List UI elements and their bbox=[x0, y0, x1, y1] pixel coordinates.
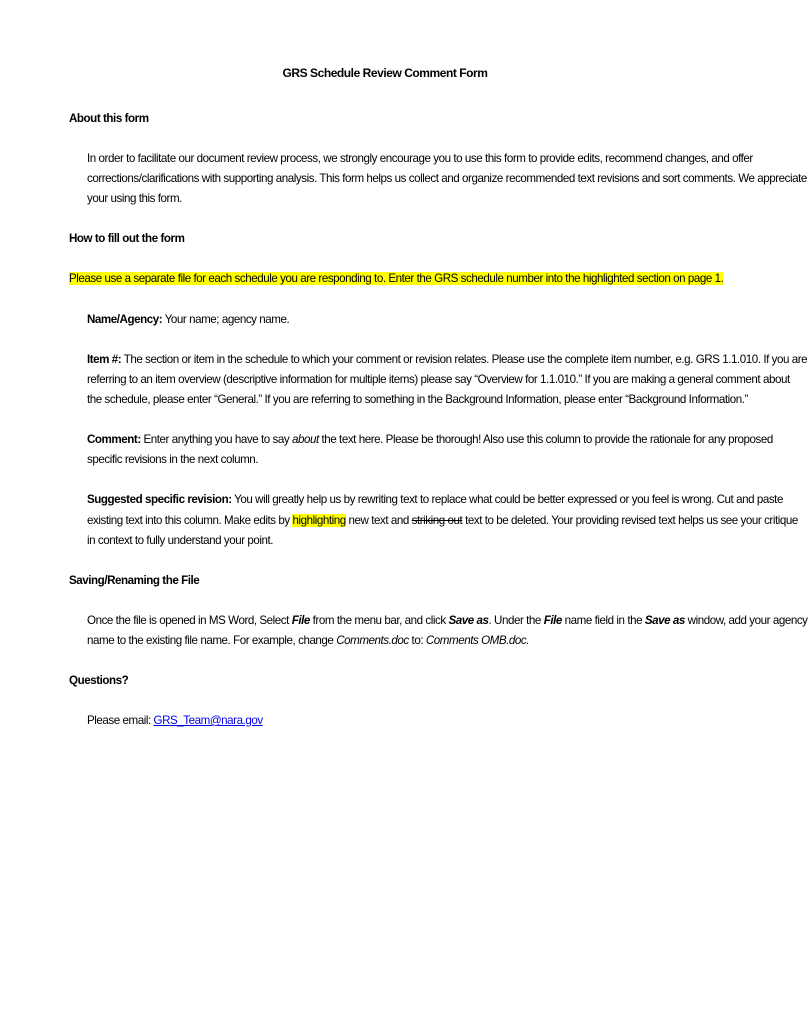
saving-text-2b: to: bbox=[408, 634, 426, 647]
questions-line bbox=[87, 714, 263, 728]
name-agency-text: Your name; agency name. bbox=[162, 313, 290, 326]
suggested-text-2b: new text and bbox=[345, 514, 412, 527]
about-paragraph-line-3: your using this form. bbox=[87, 192, 182, 205]
fill-heading: How to fill out the form bbox=[69, 232, 185, 245]
comment-text-italic: about bbox=[291, 433, 319, 446]
save-as-ref: Save as bbox=[448, 614, 489, 627]
suggested-line-3: in context to fully understand your point. bbox=[87, 534, 274, 547]
saving-text-2a: name to the existing file name. For example, change bbox=[87, 634, 337, 647]
page-title: GRS Schedule Review Comment Form bbox=[282, 66, 488, 80]
highlight-note bbox=[69, 272, 723, 286]
comment-text-b: the text here. Please be thorough! Also use this column to provide the rationale for any proposed bbox=[318, 433, 773, 446]
save-as-window-ref: Save as bbox=[644, 614, 685, 627]
comment-line-2: specific revisions in the next column. bbox=[87, 453, 259, 466]
item-text-1: The section or item in the schedule to which your comment or revision relates. Please use the complete item number, e.g. GRS 1.1.010. If you are bbox=[121, 353, 808, 366]
striking-out-example: striking out bbox=[411, 514, 463, 527]
suggested-line-1 bbox=[87, 493, 783, 507]
suggested-text-2a: existing text into this column. Make edits by bbox=[87, 514, 293, 527]
example-new-filename: Comments OMB.doc. bbox=[425, 634, 530, 647]
highlighted-instruction: Please use a separate file for each schedule you are responding to. Enter the GRS schedule number into the highlighted section on page 1. bbox=[69, 272, 724, 285]
email-prefix: Please email: bbox=[87, 714, 154, 727]
suggested-text-1: You will greatly help us by rewriting text to replace what could be better expressed or you feel is wrong. Cut and paste bbox=[231, 493, 783, 506]
saving-heading: Saving/Renaming the File bbox=[69, 574, 200, 587]
suggested-label: Suggested specific revision: bbox=[87, 493, 232, 506]
email-link[interactable]: GRS_Team@nara.gov bbox=[153, 714, 263, 727]
file-name-ref: File bbox=[543, 614, 562, 627]
saving-line-2 bbox=[87, 634, 529, 648]
example-old-filename: Comments.doc bbox=[336, 634, 409, 647]
saving-text-1d: name field in the bbox=[561, 614, 645, 627]
suggested-line-2 bbox=[87, 514, 798, 528]
about-heading: About this form bbox=[69, 112, 149, 125]
comment-line-1 bbox=[87, 433, 773, 447]
comment-text-a: Enter anything you have to say bbox=[140, 433, 292, 446]
highlighting-example: highlighting bbox=[292, 514, 346, 527]
saving-line-1 bbox=[87, 614, 808, 628]
file-menu-ref: File bbox=[291, 614, 310, 627]
about-paragraph-line-1: In order to facilitate our document review process, we strongly encourage you to use this form to provide edits, recommend changes, and offer bbox=[87, 152, 753, 165]
saving-text-1c: . Under the bbox=[488, 614, 544, 627]
item-line-2: referring to an item overview (descriptive information for multiple items) please say “Overview for 1.1.010.” If you are making a general comment about bbox=[87, 373, 790, 386]
suggested-text-2c: text to be deleted. Your providing revised text helps us see your critique bbox=[462, 514, 798, 527]
item-label: Item #: bbox=[87, 353, 122, 366]
item-line-1 bbox=[87, 353, 807, 367]
name-agency-label: Name/Agency: bbox=[87, 313, 163, 326]
name-agency-line bbox=[87, 313, 289, 327]
about-paragraph-line-2: corrections/clarifications with supporting analysis. This form helps us collect and organize recommended text revisions and sort comments. We appreciate bbox=[87, 172, 807, 185]
questions-heading: Questions? bbox=[69, 674, 129, 687]
comment-label: Comment: bbox=[87, 433, 141, 446]
item-line-3: the schedule, please enter “General.” If you are referring to something in the Background Information, please enter “Background Information.” bbox=[87, 393, 748, 406]
saving-text-1a: Once the file is opened in MS Word, Select bbox=[87, 614, 292, 627]
saving-text-1b: from the menu bar, and click bbox=[309, 614, 449, 627]
saving-text-1e: window, add your agency bbox=[684, 614, 808, 627]
